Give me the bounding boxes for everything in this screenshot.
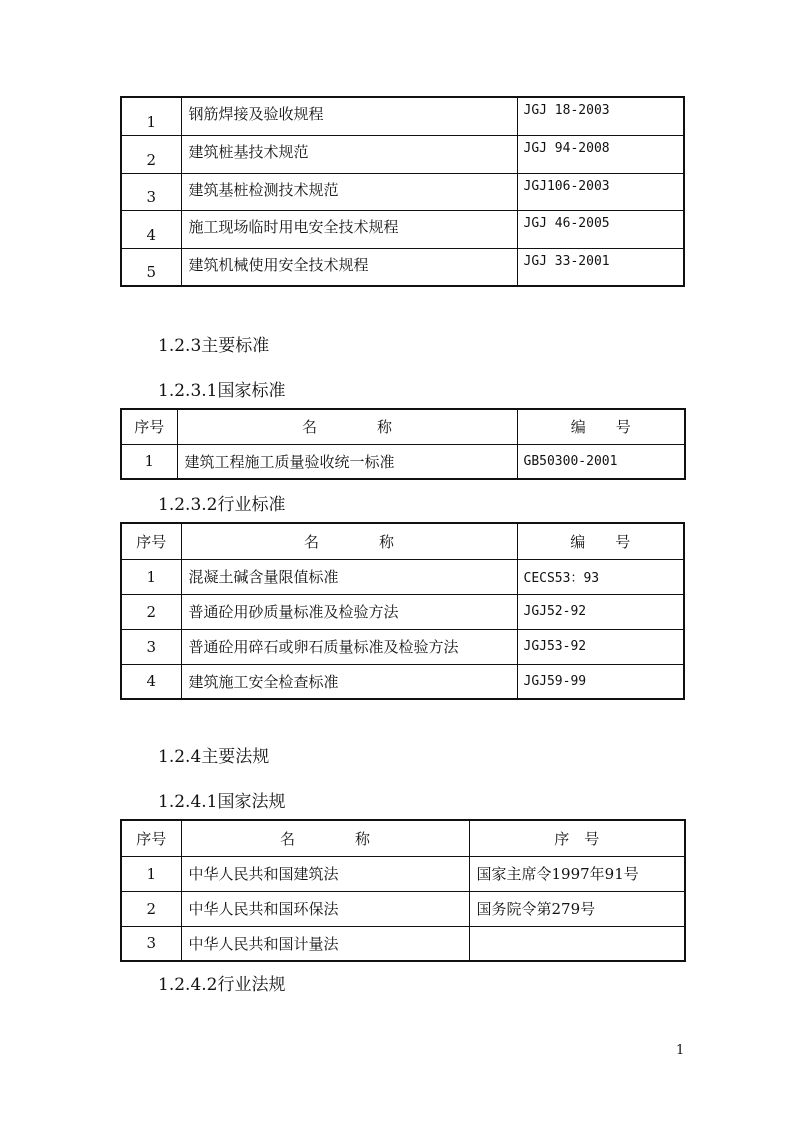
header-code: 序 号 bbox=[469, 820, 685, 856]
row-number: 1 bbox=[121, 444, 177, 479]
header-name: 名 称 bbox=[181, 523, 517, 559]
row-name: 普通砼用碎石或卵石质量标准及检验方法 bbox=[181, 629, 517, 664]
row-code: JGJ53-92 bbox=[517, 629, 684, 664]
heading-1-2-3: 1.2.3主要标准 bbox=[158, 336, 270, 356]
row-name: 中华人民共和国计量法 bbox=[181, 926, 469, 961]
header-code: 编 号 bbox=[517, 523, 684, 559]
header-name: 名 称 bbox=[177, 409, 517, 444]
table-row bbox=[121, 926, 685, 961]
row-code: JGJ 33-2001 bbox=[517, 248, 684, 286]
row-number: 2 bbox=[121, 135, 181, 173]
row-name: 钢筋焊接及验收规程 bbox=[181, 97, 517, 135]
page-number: 1 bbox=[676, 1043, 685, 1058]
heading-1-2-4-1: 1.2.4.1国家法规 bbox=[158, 792, 286, 812]
header-no: 序号 bbox=[121, 820, 181, 856]
table-row bbox=[121, 444, 685, 479]
row-code: JGJ59-99 bbox=[517, 664, 684, 699]
table-row bbox=[121, 629, 684, 664]
table-header-row bbox=[121, 820, 685, 856]
table-row bbox=[121, 173, 684, 210]
row-name: 建筑桩基技术规范 bbox=[181, 135, 517, 173]
row-name: 建筑施工安全检查标准 bbox=[181, 664, 517, 699]
row-code: 国家主席令1997年91号 bbox=[469, 856, 685, 891]
row-code: JGJ106-2003 bbox=[517, 173, 684, 210]
table-row bbox=[121, 856, 685, 891]
table-row bbox=[121, 97, 684, 135]
heading-1-2-4-2: 1.2.4.2行业法规 bbox=[158, 975, 286, 995]
row-name: 施工现场临时用电安全技术规程 bbox=[181, 210, 517, 248]
row-name: 建筑基桩检测技术规范 bbox=[181, 173, 517, 210]
row-code: JGJ 18-2003 bbox=[517, 97, 684, 135]
row-number: 4 bbox=[121, 210, 181, 248]
row-number: 2 bbox=[121, 891, 181, 926]
row-number: 3 bbox=[121, 926, 181, 961]
table-header-row bbox=[121, 409, 685, 444]
row-name: 建筑工程施工质量验收统一标准 bbox=[177, 444, 517, 479]
row-code: CECS53：93 bbox=[517, 559, 684, 594]
row-number: 2 bbox=[121, 594, 181, 629]
row-number: 1 bbox=[121, 559, 181, 594]
table-row bbox=[121, 664, 684, 699]
table-row bbox=[121, 891, 685, 926]
row-name: 普通砼用砂质量标准及检验方法 bbox=[181, 594, 517, 629]
row-code: JGJ 46-2005 bbox=[517, 210, 684, 248]
industry-standards-table bbox=[120, 522, 685, 700]
row-number: 3 bbox=[121, 173, 181, 210]
table-row bbox=[121, 559, 684, 594]
row-name: 中华人民共和国建筑法 bbox=[181, 856, 469, 891]
table-row bbox=[121, 594, 684, 629]
heading-1-2-3-1: 1.2.3.1国家标准 bbox=[158, 381, 286, 401]
row-number: 1 bbox=[121, 856, 181, 891]
row-name: 建筑机械使用安全技术规程 bbox=[181, 248, 517, 286]
row-code: GB50300-2001 bbox=[517, 444, 685, 479]
row-code: 国务院令第279号 bbox=[469, 891, 685, 926]
row-number: 3 bbox=[121, 629, 181, 664]
header-no: 序号 bbox=[121, 409, 177, 444]
row-number: 4 bbox=[121, 664, 181, 699]
standards-table-continued bbox=[120, 96, 685, 287]
heading-1-2-4: 1.2.4主要法规 bbox=[158, 747, 270, 767]
header-no: 序号 bbox=[121, 523, 181, 559]
row-number: 5 bbox=[121, 248, 181, 286]
row-code bbox=[469, 926, 685, 961]
row-code: JGJ52-92 bbox=[517, 594, 684, 629]
row-name: 中华人民共和国环保法 bbox=[181, 891, 469, 926]
row-code: JGJ 94-2008 bbox=[517, 135, 684, 173]
national-standards-table bbox=[120, 408, 686, 480]
table-row bbox=[121, 248, 684, 286]
heading-1-2-3-2: 1.2.3.2行业标准 bbox=[158, 495, 286, 515]
table-header-row bbox=[121, 523, 684, 559]
row-name: 混凝土碱含量限值标准 bbox=[181, 559, 517, 594]
table-row bbox=[121, 135, 684, 173]
header-code: 编 号 bbox=[517, 409, 685, 444]
national-regulations-table bbox=[120, 819, 686, 962]
row-number: 1 bbox=[121, 97, 181, 135]
table-row bbox=[121, 210, 684, 248]
header-name: 名 称 bbox=[181, 820, 469, 856]
